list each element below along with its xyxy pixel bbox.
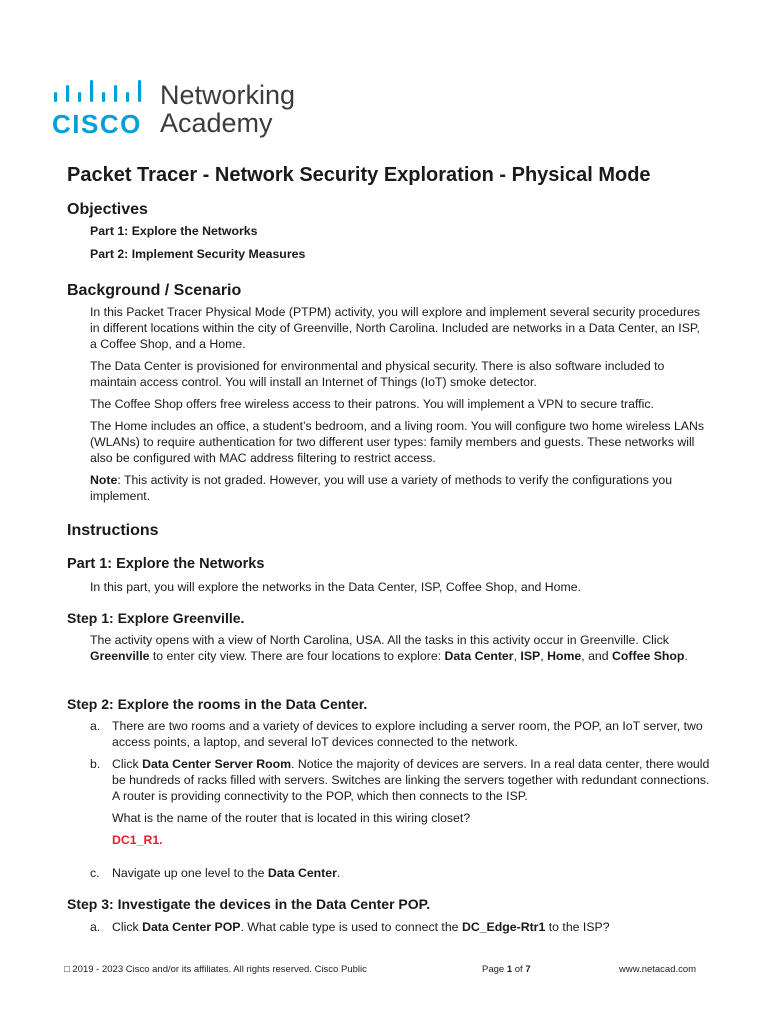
list-marker: c. — [90, 866, 100, 880]
list-item-text: Navigate up one level to the Data Center. — [112, 866, 341, 880]
footer-page-number: Page 1 of 7 — [482, 964, 531, 975]
instructions-heading: Instructions — [67, 522, 159, 539]
logo-academy-text: Academy — [160, 108, 273, 138]
list-marker: a. — [90, 920, 101, 934]
list-item-text: Click Data Center POP. What cable type is used to connect the DC_Edge-Rtr1 to the ISP? — [112, 920, 610, 934]
question-text: What is the name of the router that is located in this wiring closet? — [112, 811, 471, 825]
step2-heading: Step 2: Explore the rooms in the Data Center. — [67, 696, 368, 712]
step1-heading: Step 1: Explore Greenville. — [67, 610, 245, 626]
cisco-logo-icon — [52, 80, 152, 140]
step1-paragraph: The activity opens with a view of North Carolina, USA. All the tasks in this activity occur in Greenville. Click Greenville to enter city view. There are four locations to explore: Data Center, ISP, Home, and Coffee Shop. — [90, 633, 688, 663]
answer-text: DC1_R1. — [112, 833, 163, 847]
list-marker: b. — [90, 757, 101, 771]
note-text: : This activity is not graded. However, you will use a variety of methods to verify the configurations you implement. — [90, 473, 673, 503]
objective-item: Part 2: Implement Security Measures — [90, 247, 306, 261]
background-paragraph: The Home includes an office, a student’s bedroom, and a living room. You will configure two home wireless LANs (WLANs) to require authentication for two different user types: family members and guests. These networks will also be configured with MAC address filtering to restrict access. — [90, 419, 705, 465]
logo-networking-text: Networking — [160, 80, 296, 110]
document-title: Packet Tracer - Network Security Exploration - Physical Mode — [67, 164, 651, 186]
step3-heading: Step 3: Investigate the devices in the Data Center POP. — [67, 896, 431, 912]
objectives-heading: Objectives — [67, 201, 148, 218]
list-item-text: Click Data Center Server Room. Notice the majority of devices are servers. In a real data center, there would be hundreds of racks filled with servers. Switches are linking the servers together with redundant connections. A router is providing connectivity to the POP, which then connects to the ISP. — [112, 757, 710, 803]
list-marker: a. — [90, 719, 101, 733]
note-label: Note — [90, 473, 118, 487]
copyright-icon: □ — [64, 964, 70, 975]
note-paragraph — [90, 472, 710, 504]
list-item-text: There are two rooms and a variety of devices to explore including a server room, the POP, an IoT server, two access points, a laptop, and several IoT devices connected to the network. — [112, 719, 703, 749]
part1-heading: Part 1: Explore the Networks — [67, 556, 265, 572]
cisco-wordmark: CISCO — [52, 109, 142, 139]
footer-copyright: □ 2019 - 2023 Cisco and/or its affiliates. All rights reserved. Cisco Public — [64, 964, 367, 975]
background-paragraph: The Data Center is provisioned for environmental and physical security. There is also software included to maintain access control. You will install an Internet of Things (IoT) smoke detector. — [90, 359, 665, 389]
cisco-networking-academy-logo — [52, 80, 312, 142]
background-heading: Background / Scenario — [67, 282, 242, 299]
part1-intro: In this part, you will explore the networks in the Data Center, ISP, Coffee Shop, and Home. — [90, 580, 582, 594]
footer-website-link[interactable]: www.netacad.com — [619, 964, 697, 975]
objective-item: Part 1: Explore the Networks — [90, 224, 258, 238]
background-paragraph: In this Packet Tracer Physical Mode (PTPM) activity, you will explore and implement several security procedures in different locations within the city of Greenville, North Carolina. Included are networks in a Data Center, an ISP, a Coffee Shop, and a Home. — [90, 305, 701, 351]
background-paragraph: The Coffee Shop offers free wireless access to their patrons. You will implement a VPN to secure traffic. — [90, 397, 654, 411]
